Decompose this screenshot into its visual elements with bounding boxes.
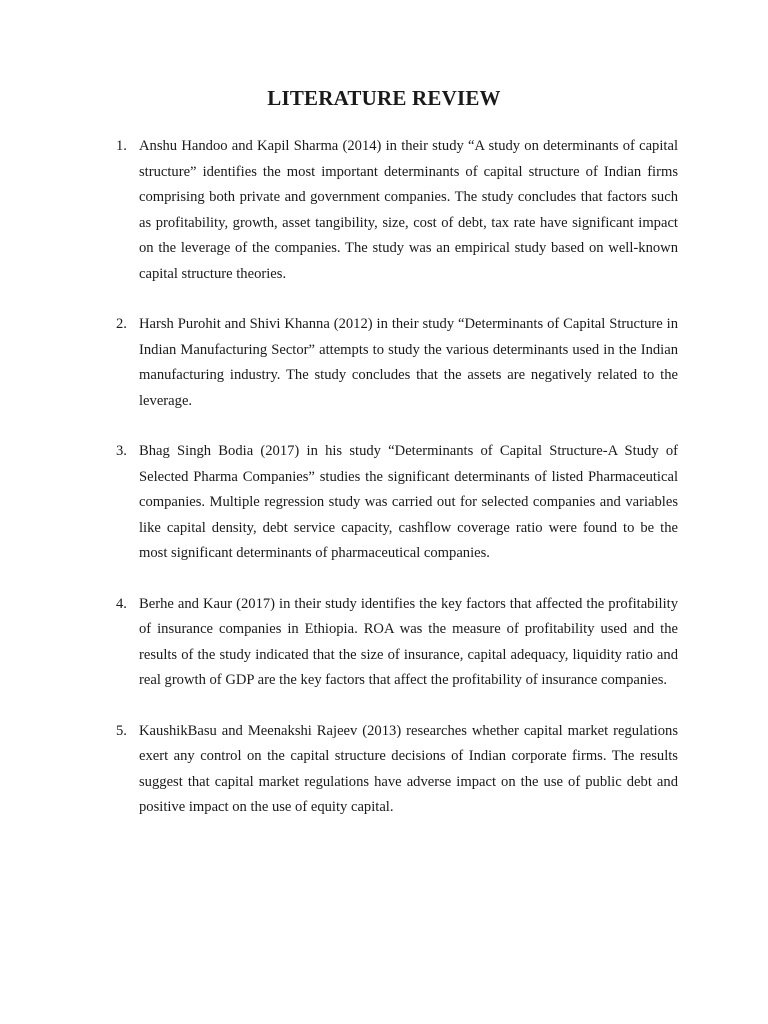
item-number: 3. — [116, 443, 127, 459]
review-item-1 — [116, 134, 678, 287]
item-number: 5. — [116, 722, 127, 739]
review-item-3 — [116, 439, 678, 567]
item-number: 4. — [116, 595, 127, 612]
item-number: 1. — [116, 138, 127, 154]
item-text: Anshu Handoo and Kapil Sharma (2014) in their study “A study on determinants of capital structure” identifies the most important determinants of capital structure of Indian firms comprising both private and government companies. The study concludes that factors such as profitability, growth, asset tangibility, size, cost of debt, tax rate have significant impact on the leverage of the companies. The study was an empirical study based on well-known capital structure theories. — [139, 138, 678, 282]
review-item-4 — [116, 592, 678, 694]
item-number: 2. — [116, 316, 127, 332]
item-text: Berhe and Kaur (2017) in their study identifies the key factors that affected the profitability of insurance companies in Ethiopia. ROA was the measure of profitability used and the results of the study indicated that the size of insurance, capital adequacy, liquidity ratio and real growth of GDP are the key factors that affect the profitability of insurance companies. — [139, 595, 678, 688]
item-text: Bhag Singh Bodia (2017) in his study “Determinants of Capital Structure-A Study of Selected Pharma Companies” studies the significant determinants of listed Pharmaceutical companies. Multiple regression study was carried out for selected companies and variables like capital density, debt service capacity, cashflow coverage ratio were found to be the most significant determinants of pharmaceutical companies. — [139, 443, 678, 561]
review-item-2 — [116, 312, 678, 414]
item-text: KaushikBasu and Meenakshi Rajeev (2013) researches whether capital market regulations exert any control on the capital structure decisions of Indian corporate firms. The results suggest that capital market regulations have adverse impact on the use of public debt and positive impact on the use of equity capital. — [139, 722, 678, 815]
item-text: Harsh Purohit and Shivi Khanna (2012) in their study “Determinants of Capital Structure in Indian Manufacturing Sector” attempts to study the various determinants used in the Indian manufacturing industry. The study concludes that the assets are negatively related to the leverage. — [139, 316, 678, 409]
page-title: LITERATURE REVIEW — [267, 86, 501, 110]
review-list — [116, 134, 678, 846]
review-item-5 — [116, 719, 678, 821]
